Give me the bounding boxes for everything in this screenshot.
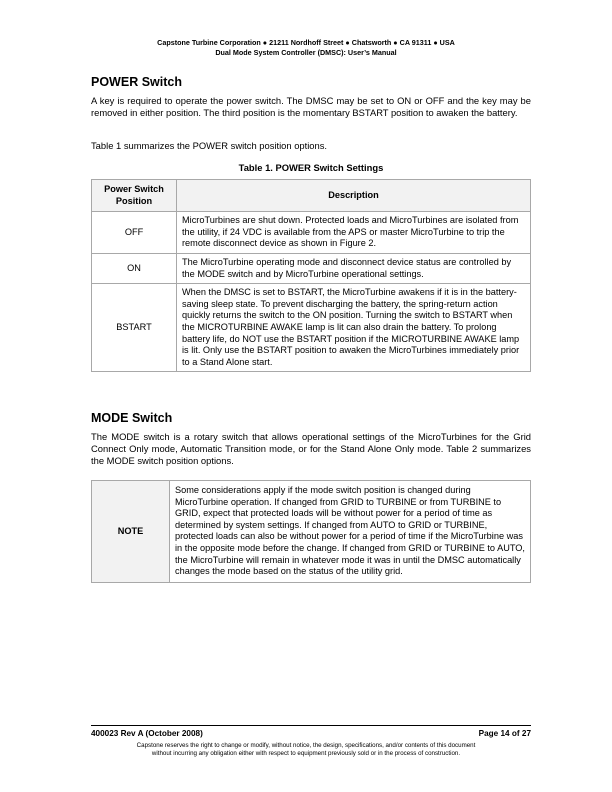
note-text: Some considerations apply if the mode switch position is changed during MicroTurbine operation. If changed from GRID to TURBINE or from TURBINE to GRID, expect that protected loads will be without power for a period of time as determined by system settings. If changed from AUTO to GRID or TURBINE, protected loads can also be without power for a period of time if the MicroTurbine was in the opposite mode before the change. If changed from GRID or TURBINE to AUTO, the MicroTurbine will remain in whatever mode it was in until the DMSC automatically changes the mode based on the status of the utility grid.	[170, 481, 531, 583]
header-description: Description	[177, 180, 531, 212]
header-manual-title: Dual Mode System Controller (DMSC): User’s Manual	[215, 48, 397, 57]
footer-divider	[91, 725, 531, 726]
row-description: When the DMSC is set to BSTART, the MicroTurbine awakens if it is in the battery-saving sleep state. To prevent discharging the battery, the spring-return action quickly returns the switch to the ON position. Turning the switch to BSTART when the MICROTURBINE AWAKE lamp is lit can also drain the battery. To prolong battery life, do NOT use the BSTART position if the MICROTURBINE AWAKE lamp is lit. Only use the BSTART position to awaken the MicroTurbines immediately prior to a Stand Alone start.	[177, 284, 531, 372]
table1-caption: Table 1. POWER Switch Settings	[238, 162, 384, 173]
table-row	[92, 284, 531, 372]
footer-disclaimer-line1: Capstone reserves the right to change or modify, without notice, the design, specifications, and/or contents of this document	[136, 742, 476, 749]
note-label: NOTE	[92, 481, 170, 583]
footer-disclaimer-line2: without incurring any obligation either with respect to equipment previously sold or in the process of construction.	[151, 750, 461, 758]
power-switch-table	[91, 179, 531, 372]
footer-page-number: Page 14 of 27	[478, 729, 531, 738]
power-switch-table-ref: Table 1 summarizes the POWER switch position options.	[91, 140, 328, 151]
header-position: Power Switch Position	[92, 180, 177, 212]
mode-switch-heading: MODE Switch	[91, 411, 173, 425]
footer-disclaimer	[0, 742, 612, 759]
row-position: OFF	[92, 212, 177, 254]
row-position: ON	[92, 253, 177, 283]
table-row	[92, 253, 531, 283]
page-header	[0, 38, 612, 58]
header-company-line: Capstone Turbine Corporation ● 21211 Nordhoff Street ● Chatsworth ● CA 91311 ● USA	[157, 38, 455, 47]
power-switch-intro: A key is required to operate the power switch. The DMSC may be set to ON or OFF and the key may be removed in either position. The third position is the momentary BSTART position to awaken the battery.	[91, 95, 531, 118]
note-box	[91, 480, 531, 583]
note-row	[92, 481, 531, 583]
table-header-row	[92, 180, 531, 212]
row-description: MicroTurbines are shut down. Protected loads and MicroTurbines are isolated from the utility, if 24 VDC is available from the APS or master MicroTurbine to trip the remote disconnect device as shown in Figure 2.	[177, 212, 531, 254]
row-description: The MicroTurbine operating mode and disconnect device status are controlled by the MODE switch and by MicroTurbine operational settings.	[177, 253, 531, 283]
mode-switch-intro: The MODE switch is a rotary switch that allows operational settings of the MicroTurbines for the Grid Connect Only mode, Automatic Transition mode, or for the Stand Alone Only mode. Table 2 summarizes the MODE switch position options.	[91, 431, 531, 466]
table-row	[92, 212, 531, 254]
row-position: BSTART	[92, 284, 177, 372]
footer-doc-id: 400023 Rev A (October 2008)	[91, 729, 203, 738]
power-switch-heading: POWER Switch	[91, 75, 182, 89]
